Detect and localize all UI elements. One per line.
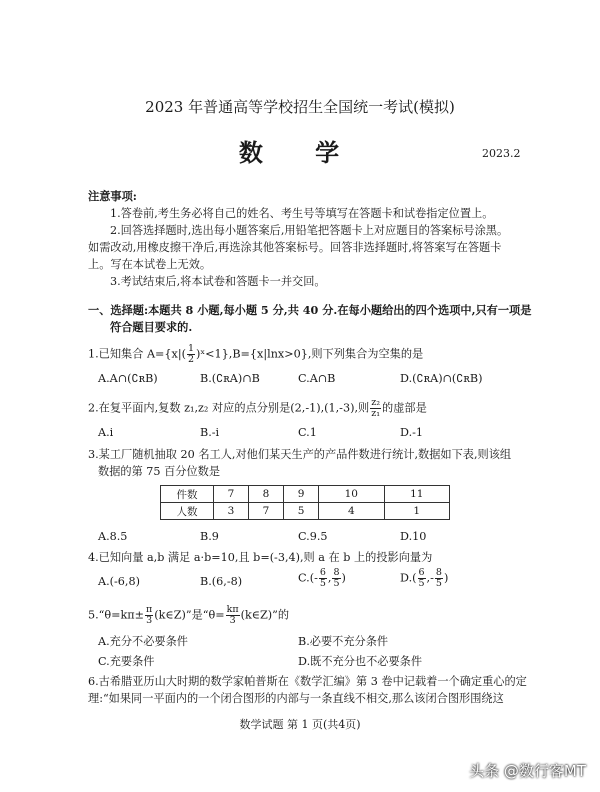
exam-title: 2023 年普通高等学校招生全国统一考试(模拟) [145,98,455,116]
fraction: $\frac{\pi}{3}$ [146,604,153,626]
page-footer: 数学试题 第 1 页(共4页) [239,718,361,731]
note-item-2: 2.回答选择题时,选出每小题答案后,用铅笔把答题卡上对应题目的答案标号涂黑。如需改动,用橡皮擦干净后,再选涂其他答案标号。回答非选择题时,将答案写在答题卡上。写在本试卷上无效。 [88,224,509,271]
question-4-option-b: B.(6,-8) [200,575,243,588]
note-item-3: 3.考试结束后,将本试卷和答题卡一并交回。 [110,275,326,288]
notes-heading: 注意事项: [88,189,137,203]
fraction: $\frac{k\pi}{3}$ [226,604,239,626]
question-5-stem: 5.“θ=kπ± $\frac{\pi}{3}$ (k∈Z)”是“θ= $\frac{k\pi}{3}$ (k∈Z)”的 [88,604,290,626]
question-2-option-b: B.-i [200,426,220,439]
table-cell: 1 [384,503,449,520]
question-3-option-a: A.8.5 [98,530,128,543]
subject-title: 数 学 [238,138,362,167]
question-4-stem: 4.已知向量 a,b 满足 a·b=10,且 b=(-3,4),则 a 在 b 上的投影向量为 [88,551,433,564]
question-1-option-c: C.A∩B [298,372,336,385]
fraction: $\frac{6}{5}$ [319,567,326,589]
fraction: $\frac{8}{5}$ [333,567,340,589]
question-4-option-a: A.(-6,8) [98,575,140,588]
question-1-option-d: D.(∁ʀA)∩(∁ʀB) [400,372,483,385]
question-1-option-a: A.A∩(∁ʀB) [98,372,158,385]
table-cell: 7 [249,503,284,520]
question-3-option-b: B.9 [200,530,219,543]
question-1-option-b: B.(∁ʀA)∩B [200,372,260,385]
question-6-stem-line1: 6.古希腊亚历山大时期的数学家帕普斯在《数学汇编》第 3 卷中记载着一个确定重心的定 [88,675,527,688]
fraction: $\frac{1}{2}$ [188,343,195,365]
table-cell: 10 [319,486,384,503]
question-5-option-b: B.必要不充分条件 [298,635,389,648]
fraction: $\frac{\text{z₂}}{\text{z₁}}$ [371,397,381,419]
exam-date: 2023.2 [482,147,521,160]
question-3-stem-line2: 数据的第 75 百分位数是 [98,465,221,478]
question-4-option-d: D.( $\frac{6}{5}$ ,- $\frac{8}{5}$ ) [400,567,449,589]
table-row [161,503,450,520]
fraction: $\frac{8}{5}$ [435,567,442,589]
question-5-option-a: A.充分不必要条件 [98,635,188,648]
table-cell: 7 [214,486,249,503]
note-item-1: 1.答卷前,考生务必将自己的姓名、考生号等填写在答题卡和试卷指定位置上。 [110,207,494,220]
table-cell: 件数 [161,486,214,503]
section-heading-line1: 一、选择题:本题共 8 小题,每小题 5 分,共 40 分.在每小题给出的四个选项中,只有一项是 [88,303,532,317]
question-4-option-c: C.(- $\frac{6}{5}$ , $\frac{8}{5}$ ) [298,567,346,589]
watermark: 头条 @数行客MT [469,762,586,780]
question-5-option-d: D.既不充分也不必要条件 [298,655,423,668]
question-1-stem: 1.已知集合 A={x|( $\frac{1}{2}$ )ˣ<1},B={x|lnx>0},则下列集合为空集的是 [88,343,424,365]
question-2-option-d: D.-1 [400,426,424,439]
table-row [161,486,450,503]
section-heading-line2: 符合题目要求的. [110,320,193,334]
table-cell: 人数 [161,503,214,520]
question-3-option-d: D.10 [400,530,427,543]
table-cell: 5 [284,503,319,520]
question-3-stem-line1: 3.某工厂随机抽取 20 名工人,对他们某天生产的产品件数进行统计,数据如下表,则该组 [88,448,512,461]
question-3-option-c: C.9.5 [298,530,328,543]
table-cell: 3 [214,503,249,520]
question-5-option-c: C.充要条件 [98,655,155,668]
table-cell: 8 [249,486,284,503]
fraction: $\frac{6}{5}$ [418,567,425,589]
data-table [160,485,450,520]
question-6-stem-line2: 理:“如果同一平面内的一个闭合图形的内部与一条直线不相交,那么该闭合图形围绕这 [88,692,504,705]
table-cell: 11 [384,486,449,503]
table-cell: 4 [319,503,384,520]
question-2-option-a: A.i [98,426,114,439]
table-cell: 9 [284,486,319,503]
question-2-stem: 2.在复平面内,复数 z₁,z₂ 对应的点分别是(2,-1),(1,-3),则 $\frac{\text{z₂}}{\text{z₁}}$ 的虚部是 [88,397,427,419]
question-2-option-c: C.1 [298,426,317,439]
